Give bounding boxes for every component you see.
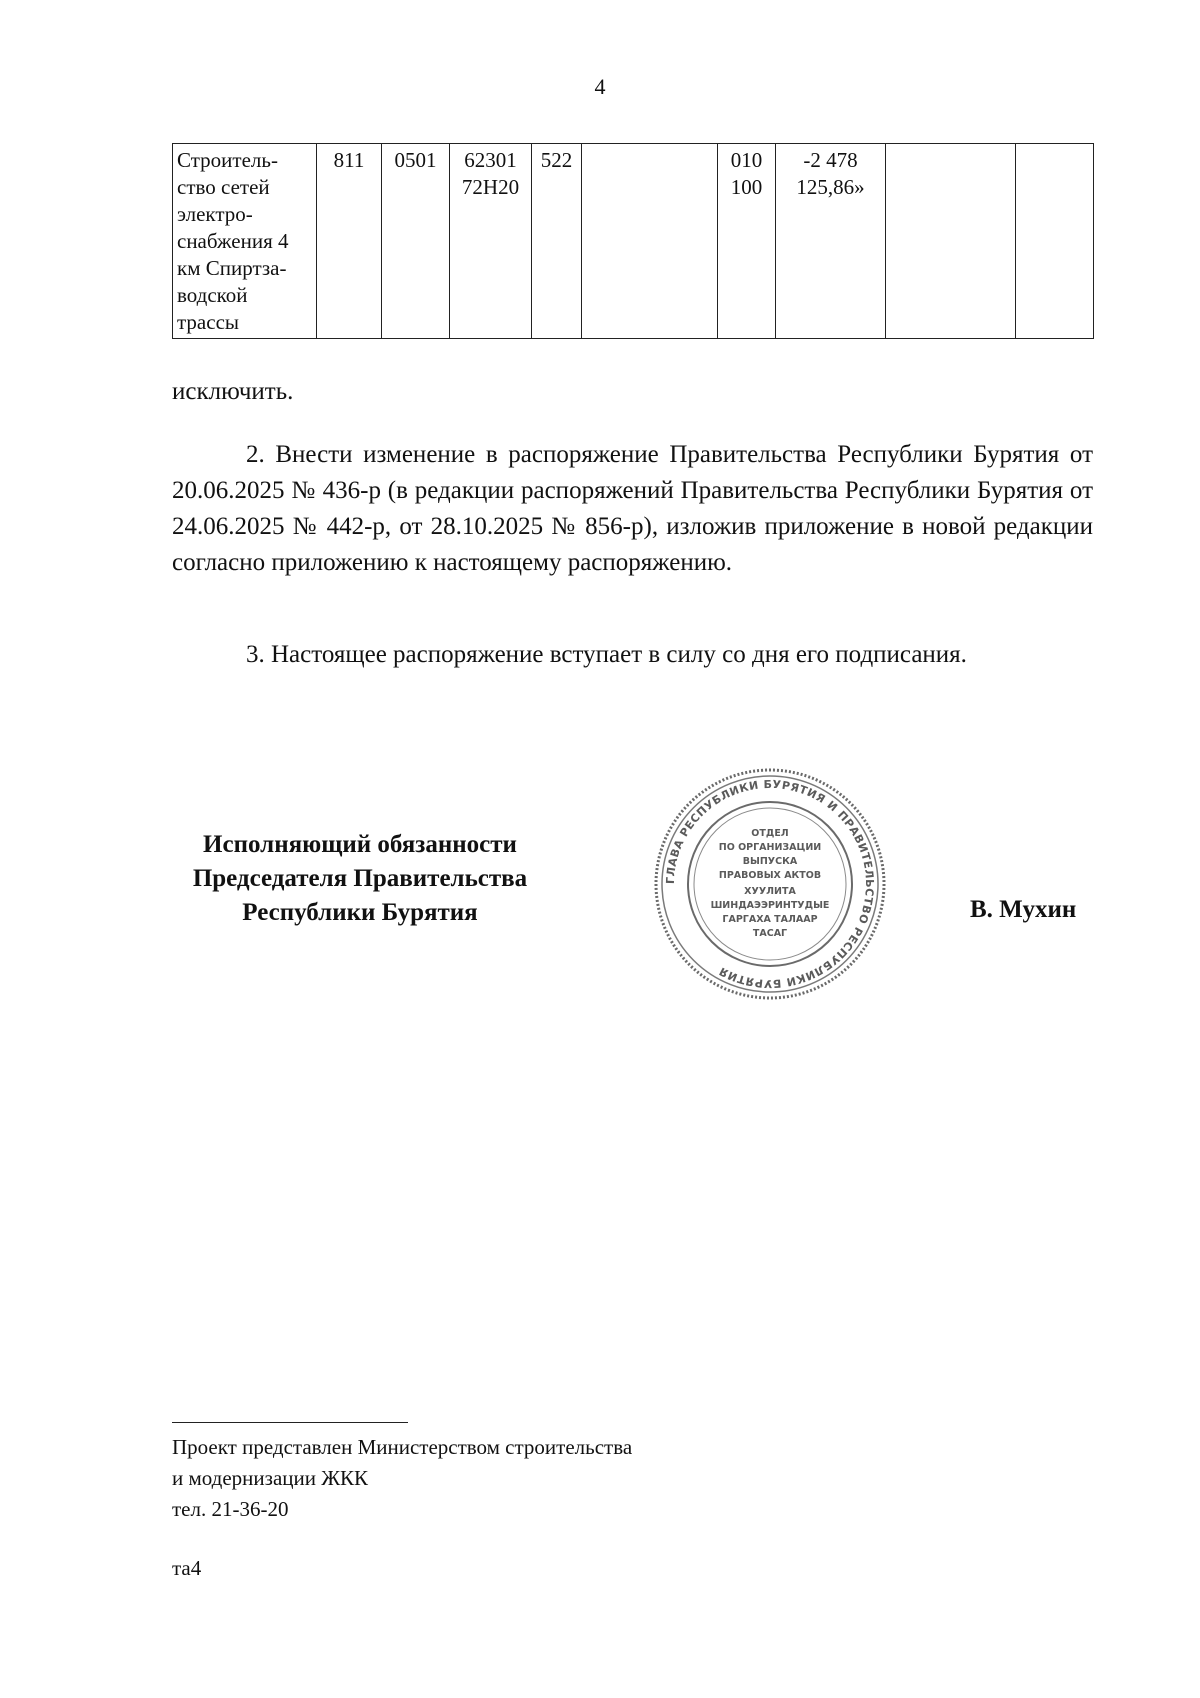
signatory-title-line: Председателя Правительства <box>192 865 528 892</box>
cell-522: 522 <box>532 144 582 339</box>
cell-line: трассы <box>177 310 240 334</box>
table-row <box>173 144 1094 339</box>
seal-line: ТАСАГ <box>752 928 788 939</box>
cell-line: 010 <box>730 148 763 172</box>
cell-code <box>450 144 532 339</box>
cell-amount <box>776 144 886 339</box>
signatory-title <box>150 828 570 930</box>
footnote-divider <box>172 1422 408 1423</box>
seal-outer-text: ГЛАВА РЕСПУБЛИКИ БУРЯТИЯ И ПРАВИТЕЛЬСТВО РЕСПУБЛИКИ БУРЯТИЯ <box>663 777 877 991</box>
seal-line: ОТДЕЛ <box>751 828 789 839</box>
cell-line: 62301 <box>464 148 517 172</box>
seal-line: ВЫПУСКА <box>742 856 798 867</box>
cell-code2 <box>718 144 776 339</box>
seal-line: ХУУЛИТА <box>744 886 796 897</box>
footnote-line: Проект представлен Министерством строительства <box>172 1435 633 1459</box>
signatory-title-line: Исполняющий обязанности <box>203 831 517 858</box>
seal-line: ГАРГАХА ТАЛААР <box>722 914 818 925</box>
cell-line: 72Н20 <box>461 175 520 199</box>
signatory-name: В. Мухин <box>970 896 1077 923</box>
cell-811: 811 <box>317 144 382 339</box>
cell-empty <box>886 144 1016 339</box>
cell-line: 125,86» <box>796 175 865 199</box>
item-2-paragraph: 2. Внести изменение в распоряжение Правительства Республики Бурятия от 20.06.2025 № 436-р (в редакции распоряжений Правительства Республики Бурятия от 24.06.2025 № 442-р, от 28.10.2025 № 856-р), изложив приложение в новой редакции согласно приложению к настоящему распоряжению. <box>172 441 1093 576</box>
seal-line: ПО ОРГАНИЗАЦИИ <box>718 842 822 853</box>
seal-line: ПРАВОВЫХ АКТОВ <box>718 870 822 881</box>
seal-line: ШИНДАЭЭРИНТУДЫЕ <box>710 900 830 911</box>
cell-line: водской <box>177 283 248 307</box>
exclude-paragraph: исключить. <box>172 378 294 405</box>
page-number: 4 <box>594 74 606 99</box>
cell-line: электро- <box>177 202 253 226</box>
signatory-title-line: Республики Бурятия <box>242 899 478 926</box>
cell-line: км Спиртза- <box>177 256 287 280</box>
cell-empty <box>1016 144 1094 339</box>
cell-line: -2 478 <box>803 148 858 172</box>
cell-name <box>173 144 317 339</box>
footnote-line: тел. 21-36-20 <box>172 1497 289 1521</box>
footnote <box>172 1432 632 1525</box>
footnote-line: и модернизации ЖКК <box>172 1466 369 1490</box>
svg-text:ГЛАВА РЕСПУБЛИКИ БУРЯТИЯ И ПРА <box>664 778 876 990</box>
cell-empty <box>582 144 718 339</box>
official-seal-stamp <box>650 764 890 1004</box>
cell-line: Строитель- <box>177 148 278 172</box>
document-code: та4 <box>172 1556 202 1580</box>
budget-table <box>172 143 1094 339</box>
cell-line: снабжения 4 <box>177 229 289 253</box>
cell-line: 100 <box>730 175 763 199</box>
item-3-paragraph: 3. Настоящее распоряжение вступает в силу со дня его подписания. <box>246 641 967 668</box>
cell-0501: 0501 <box>382 144 450 339</box>
cell-line: ство сетей <box>177 175 270 199</box>
